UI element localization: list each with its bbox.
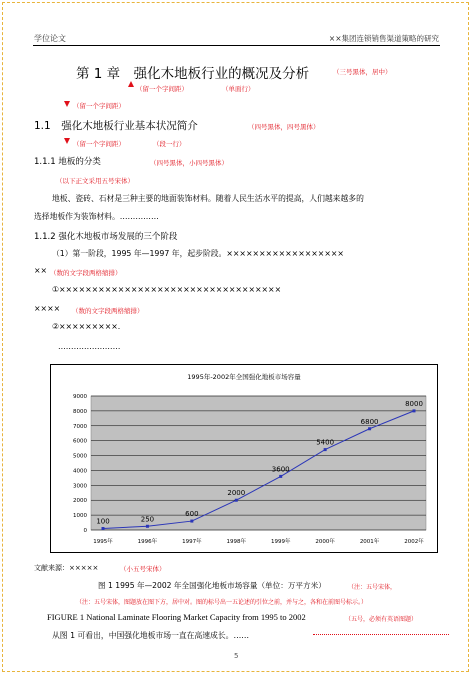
note-space-above: （留一个字间距）: [136, 85, 188, 93]
x-axis-ticks: [93, 537, 424, 545]
chapter-title-note: （三号黑体，居中）: [333, 68, 392, 76]
data-label: 8000: [405, 399, 423, 408]
x-tick-label: 2000年: [315, 539, 335, 545]
chapter-title: 第 1 章 强化木地板行业的概况及分析: [76, 66, 310, 82]
y-tick-label: 1000: [73, 513, 87, 520]
body-line-2: 选择地板作为装饰材料。……………: [34, 212, 159, 221]
section-1-1-note: （四号黑体，四号黑体）: [248, 123, 320, 131]
section-1-1-space-note: （留一个字间距）: [73, 140, 125, 148]
data-point: [279, 475, 282, 478]
y-tick-label: 3000: [73, 483, 87, 490]
data-point: [102, 527, 105, 530]
chart-frame: [50, 364, 438, 553]
y-tick-label: 5000: [73, 453, 87, 460]
wavy-underline: [313, 634, 449, 635]
y-tick-label: 4000: [73, 468, 87, 475]
note-single-line: （单面行）: [222, 85, 255, 93]
y-tick-label: 9000: [73, 394, 87, 400]
stage-item-1-cont: ××: [34, 266, 48, 275]
header-left: 学位论文: [34, 34, 66, 43]
data-label: 2000: [227, 489, 246, 498]
header-rule: [33, 45, 440, 46]
data-point: [235, 499, 238, 502]
page-number: 5: [234, 652, 239, 660]
data-label: 6800: [360, 417, 379, 426]
stage-item-1-note: （数的文字段两格缩排）: [50, 269, 122, 277]
data-point: [413, 409, 416, 412]
data-label: 250: [140, 515, 155, 524]
x-tick-label: 2002年: [404, 539, 424, 545]
body-line-1: 地板、瓷砖、石材是三种主要的地面装饰材料。随着人民生活水平的提高，人们越来越多的: [52, 194, 364, 203]
data-point: [146, 525, 149, 528]
data-label: 100: [96, 517, 110, 526]
conclusion-line: 从图 1 可看出，中国强化地板市场一直在高速成长。……: [52, 631, 250, 640]
figure-caption-en-note: （五号，必须有英语图题）: [345, 616, 418, 623]
plot-area: [91, 396, 426, 530]
note-space-below: （留一个字间距）: [73, 102, 125, 110]
arrow-down-icon: [64, 138, 70, 144]
x-tick-label: 1999年: [270, 539, 291, 545]
stage-item-1: （1）第一阶段，1995 年—1997 年，起步阶段。××××××××××××××××××: [52, 249, 344, 258]
y-tick-label: 0: [83, 528, 87, 534]
y-tick-label: 7000: [73, 423, 87, 430]
source-label: 文献来源：×××××: [34, 564, 99, 572]
stage-item-2-cont: ××××: [34, 304, 61, 313]
section-1-1-2-title: 1.1.2 强化木地板市场发展的三个阶段: [34, 232, 178, 242]
figure-caption-en: FIGURE 1 National Laminate Flooring Market Capacity from 1995 to 2002: [47, 612, 306, 622]
section-1-1-1-note: （四号黑体，小四号黑体）: [150, 159, 228, 167]
market-capacity-chart: [51, 365, 437, 552]
arrow-up-icon: [128, 81, 134, 87]
arrow-down-icon: [64, 101, 70, 107]
figure-caption: 图 1 1995 年—2002 年全国强化地板市场容量（单位：万平方米）: [98, 581, 326, 590]
x-tick-label: 1995年: [93, 539, 113, 545]
body-font-note: （以下正文采用五号宋体）: [56, 177, 134, 185]
x-tick-label: 1998年: [226, 539, 247, 545]
stage-item-3: ②×××××××××.: [52, 322, 121, 331]
section-1-1-title: 1.1 强化木地板行业基本状况简介: [34, 120, 198, 132]
x-tick-label: 1997年: [182, 539, 202, 545]
section-1-1-line-note: （段一行）: [153, 140, 186, 148]
data-point: [368, 427, 371, 430]
section-1-1-1-title: 1.1.1 地板的分类: [34, 157, 101, 167]
header-right: ××集团连锁销售渠道策略的研究: [328, 34, 439, 43]
y-tick-label: 8000: [73, 408, 87, 415]
y-tick-label: 6000: [73, 438, 87, 445]
data-point: [324, 448, 327, 451]
y-tick-label: 2000: [73, 498, 87, 505]
figure-caption-note-start: （注：五号宋体，: [348, 584, 397, 591]
data-label: 600: [185, 510, 199, 519]
stage-item-2-note: （数的文字段两格缩排）: [72, 307, 144, 315]
data-label: 3600: [271, 465, 290, 474]
chart-title: 1995年-2002年全国强化地板市场容量: [187, 373, 301, 381]
data-label: 5400: [316, 438, 335, 447]
source-note: （小五号宋体）: [120, 565, 166, 573]
stage-item-2: ①××××××××××××××××××××××××××××××××××: [52, 285, 282, 294]
x-tick-label: 1996年: [137, 539, 158, 545]
figure-caption-note: （注：五号宋体，图题放在图下方，居中对。图的标号出一五论述的引位之前，并与之，各和在前图号标示。）: [76, 599, 368, 606]
x-tick-label: 2001年: [359, 539, 380, 545]
ellipsis-line: ……………………: [58, 342, 121, 351]
y-axis-ticks: [73, 394, 88, 534]
data-point: [190, 520, 193, 523]
